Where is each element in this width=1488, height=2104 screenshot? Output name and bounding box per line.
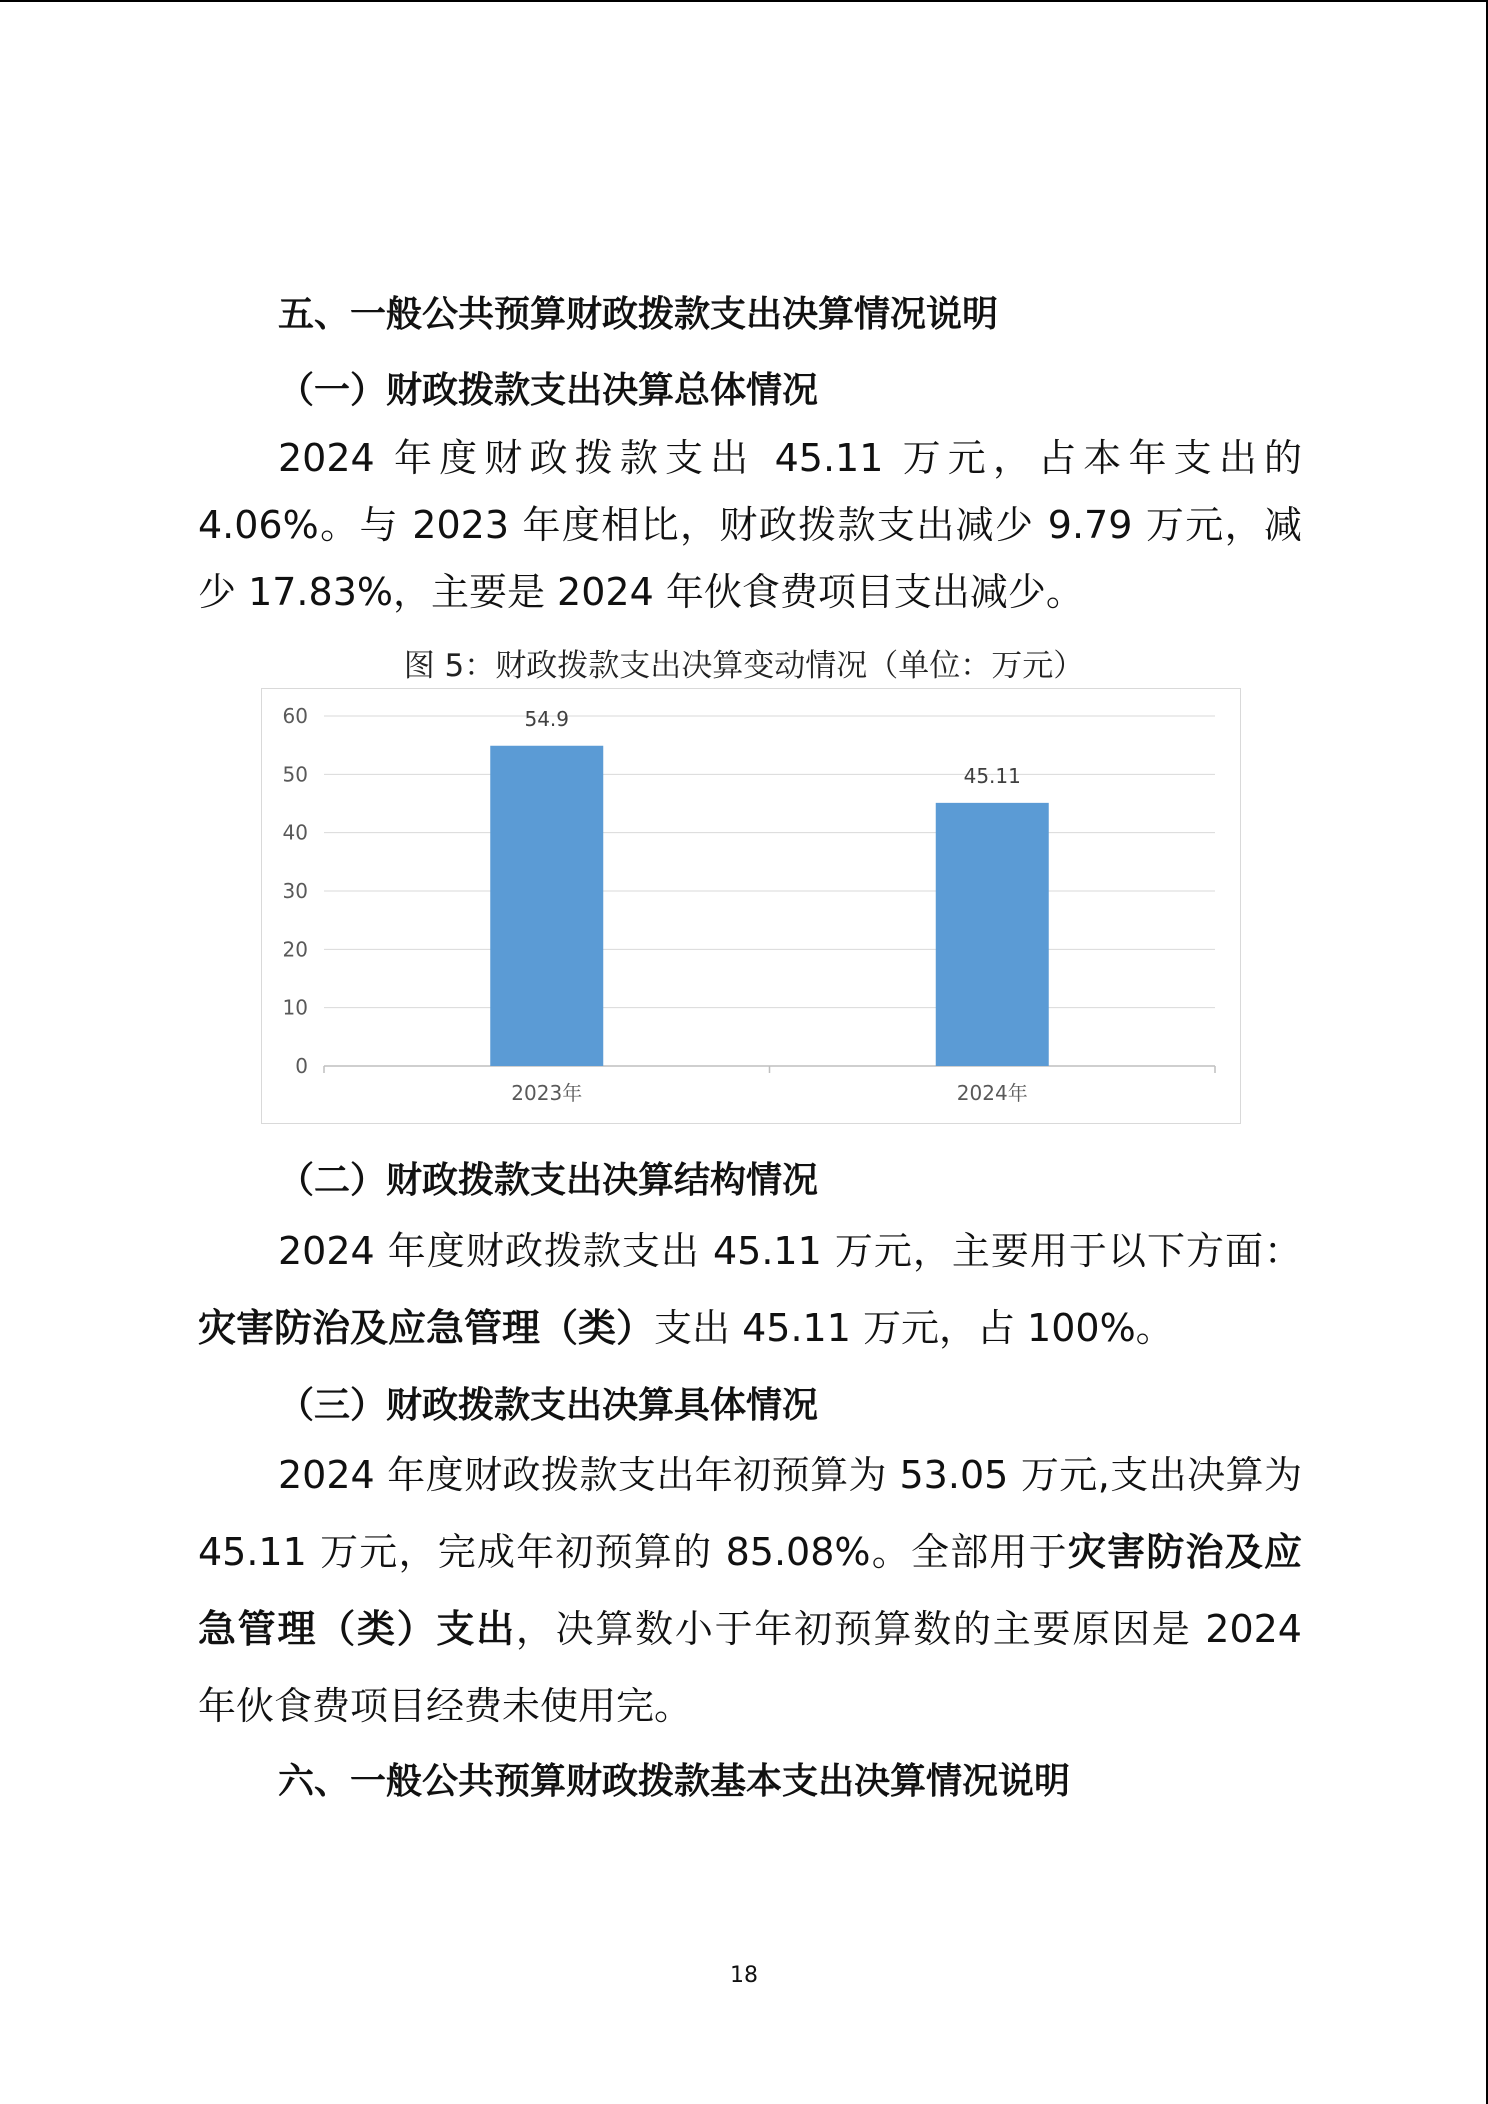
data-label: 45.11 bbox=[963, 763, 1021, 788]
y-tick-label: 60 bbox=[282, 704, 308, 728]
section-5-heading: 五、一般公共预算财政拨款支出决算情况说明 bbox=[278, 294, 999, 335]
subsection-2-heading: （二）财政拨款支出决算结构情况 bbox=[278, 1160, 819, 1201]
y-tick-label: 20 bbox=[282, 937, 308, 962]
x-category-label: 2024年 bbox=[956, 1081, 1028, 1105]
subsection-2-paragraph bbox=[198, 1213, 1302, 1367]
subsection-1-paragraph bbox=[198, 425, 1302, 626]
subsection-1-heading: （一）财政拨款支出决算总体情况 bbox=[278, 370, 819, 411]
page-number: 18 bbox=[730, 1963, 758, 1988]
bar-2023年 bbox=[490, 746, 603, 1066]
subsection-1-text: 2024 年度财政拨款支出 45.11 万元，占本年支出的 4.06%。与 2023 年度相比，财政拨款支出减少 9.79 万元，减少 17.83%，主要是 2024 年伙食费项目支出减少。 bbox=[198, 436, 1302, 614]
subsection-3-paragraph bbox=[198, 1437, 1302, 1745]
data-label: 54.9 bbox=[524, 706, 570, 731]
section-6-heading: 六、一般公共预算财政拨款基本支出决算情况说明 bbox=[278, 1761, 1071, 1802]
subsection-3-text-c: ，决算数小于年初预算数的主要原因是 2024 年伙食费项目经费未使用完。 bbox=[198, 1607, 1302, 1728]
y-tick-label: 10 bbox=[282, 995, 308, 1020]
figure-caption: 图 5：财政拨款支出决算变动情况（单位：万元） bbox=[403, 648, 1085, 684]
y-tick-label: 30 bbox=[282, 879, 308, 903]
y-tick-label: 50 bbox=[282, 762, 308, 787]
x-category-label: 2023年 bbox=[511, 1081, 583, 1105]
bar-2024年 bbox=[936, 803, 1049, 1066]
page-border-top bbox=[0, 0, 1488, 2]
bar-chart bbox=[261, 688, 1241, 1124]
subsection-2-text-a: 2024 年度财政拨款支出 45.11 万元，主要用于以下方面： bbox=[278, 1229, 1302, 1273]
subsection-3-text-a: 2024 年度财政拨款支出年初预算为 53.05 万元,支出决算为 45.11 万元，完成年初预算的 85.08%。全部用于 bbox=[198, 1453, 1302, 1574]
subsection-2-category: 灾害防治及应急管理（类） bbox=[198, 1306, 655, 1350]
y-tick-label: 0 bbox=[295, 1054, 308, 1078]
y-tick-label: 40 bbox=[282, 820, 308, 845]
subsection-3-category: 灾害防治及应急管理（类）支出 bbox=[198, 1530, 1302, 1651]
subsection-3-heading: （三）财政拨款支出决算具体情况 bbox=[278, 1385, 819, 1426]
bar-chart-svg bbox=[262, 689, 1242, 1125]
subsection-2-text-b: 支出 45.11 万元，占 100%。 bbox=[654, 1306, 1174, 1350]
